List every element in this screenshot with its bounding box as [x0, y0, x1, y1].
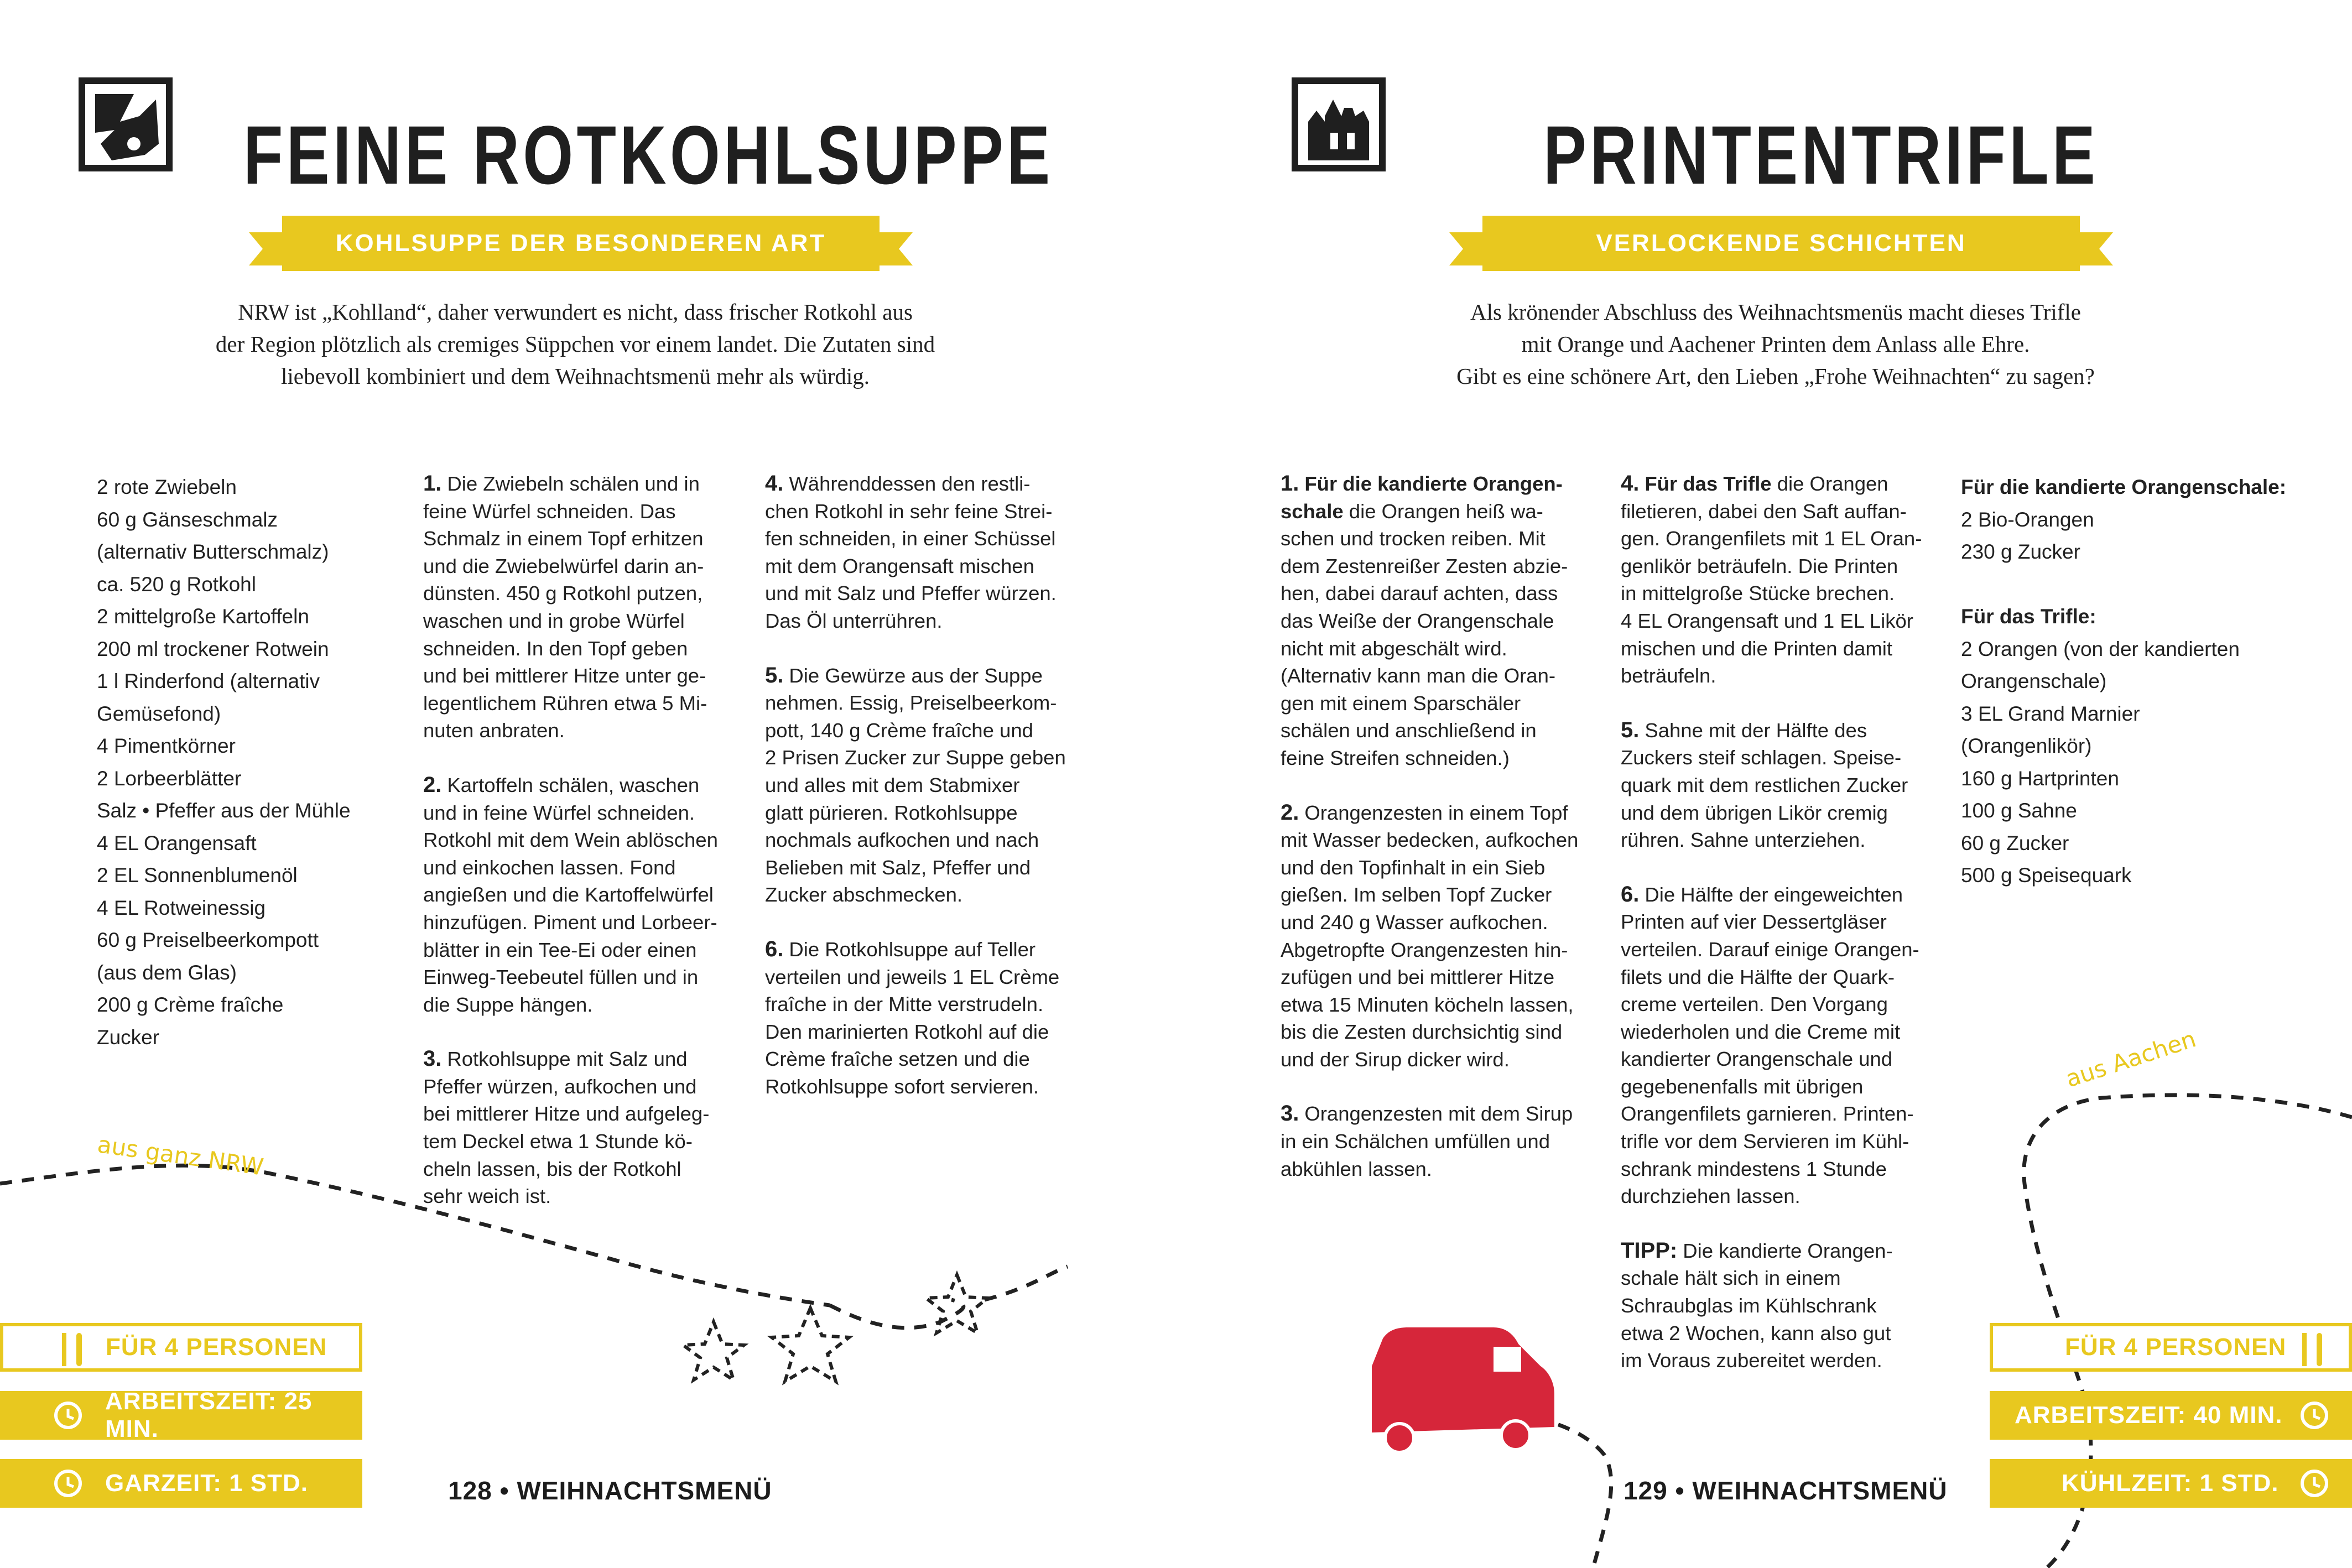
- list-item: ca. 520 g Rotkohl: [97, 572, 256, 596]
- handwritten-note: aus Aachen: [2062, 1025, 2199, 1093]
- clock-icon: [2299, 1400, 2330, 1431]
- list-item: 60 g Gänseschmalz: [97, 508, 278, 531]
- dog-stamp-icon: [79, 77, 173, 171]
- work-time-label: ARBEITSZEIT: 40 MIN.: [2015, 1402, 2283, 1429]
- step-4: 4. Für das Trifle die Orangen filetieren, dabei den Saft auffan- gen. Orangenfilets mit 1 EL Oran- genlikör beträufeln. Die Printen in mittelgroße Stücke brechen. 4 EL Orangensaft und 1 EL Likör mischen und die Printen damit beträufeln.: [1621, 471, 1922, 687]
- list-item: (alternativ Butterschmalz): [97, 540, 329, 563]
- ingredient-list: [97, 471, 396, 1054]
- step-2: 2. Kartoffeln schälen, waschen und in feine Würfel schneiden. Rotkohl mit dem Wein ablöschen und einkochen lassen. Fond angießen und die Kartoffelwürfel hinzufügen. Piment und Lorbeer- blätter in ein Tee-Ei oder einen Einweg-Teebeutel füllen und in die Suppe hängen.: [423, 772, 718, 1016]
- castle-stamp-icon: [1292, 77, 1386, 171]
- steps-column-2: [1621, 470, 1942, 1374]
- servings-label: FÜR 4 PERSONEN: [2065, 1333, 2287, 1361]
- clock-icon: [53, 1400, 84, 1431]
- steps-column-2: [765, 470, 1086, 1100]
- car-icon: [1372, 1327, 1554, 1452]
- list-item: 2 Orangen (von der kandierten: [1961, 637, 2240, 660]
- list-item: 500 g Speisequark: [1961, 864, 2132, 887]
- list-item: 1 l Rinderfond (alternativ: [97, 670, 320, 692]
- list-item: 2 rote Zwiebeln: [97, 476, 237, 498]
- step-4: 4. Währenddessen den restli- chen Rotkohl in sehr feine Strei- fen schneiden, in einer Schüssel mit dem Orangensaft mischen und mit Salz und Pfeffer würzen. Das Öl unterrühren.: [765, 471, 1057, 632]
- step-2: 2. Orangenzesten in einem Topf mit Wasser bedecken, aufkochen und den Topfinhalt in ein Sieb gießen. Im selben Topf Zucker und 240 g Wasser aufkochen. Abgetropfte Orangenzesten hin- zufügen und bei mittlerer Hitze etwa 15 Minuten köcheln lassen, bis die Zesten durchsichtig sind und der Sirup dicker wird.: [1281, 800, 1579, 1071]
- list-item: Salz • Pfeffer aus der Mühle: [97, 799, 351, 822]
- list-item: 4 EL Orangensaft: [97, 831, 257, 855]
- intro-text: Als krönender Abschluss des Weihnachtsmenüs macht dieses Trifle mit Orange und Aachener Printen dem Anlass alle Ehre. Gibt es eine schönere Art, den Lieben „Frohe Weihnachten“ zu sagen?: [1456, 299, 2095, 389]
- recipe-title: PRINTENTRIFLE: [1543, 108, 2099, 201]
- step-5: 5. Sahne mit der Hälfte des Zuckers steif schlagen. Speise- quark mit dem restlichen Zucker und dem übrigen Likör cremig rühren. Sahne unterziehen.: [1621, 717, 1908, 852]
- step-1: 1. Die Zwiebeln schälen und in feine Würfel schneiden. Das Schmalz in einem Topf erhitzen und die Zwiebelwürfel darin an- dünsten. 450 g Rotkohl putzen, waschen und in grobe Würfel schneiden. In den Topf geben und bei mittlerer Hitze unter ge- legentlichem Rühren etwa 5 Mi- nuten anbraten.: [423, 471, 707, 742]
- servings-bar: [1990, 1323, 2352, 1372]
- recipe-subtitle: VERLOCKENDE SCHICHTEN: [1596, 230, 1966, 257]
- list-item: 60 g Preiselbeerkompott: [97, 929, 319, 951]
- list-item: 200 ml trockener Rotwein: [97, 637, 329, 660]
- step-3: 3. Orangenzesten mit dem Sirup in ein Schälchen umfüllen und abkühlen lassen.: [1281, 1101, 1573, 1180]
- recipe-title: FEINE ROTKOHLSUPPE: [243, 108, 1054, 201]
- cook-time-bar: [0, 1459, 362, 1508]
- intro-text: NRW ist „Kohlland“, daher verwundert es nicht, dass frischer Rotkohl aus der Region plötzlich als cremiges Süppchen vor einem landet. Die Zutaten sind liebevoll kombiniert und dem Weihnachtsmenü mehr als würdig.: [215, 299, 935, 389]
- cutlery-icon: [59, 1333, 86, 1366]
- steps-column-1: [1281, 470, 1601, 1182]
- list-item: 2 Lorbeerblätter: [97, 767, 242, 790]
- ingredient-heading: Für das Trifle:: [1961, 605, 2096, 628]
- recipe-subtitle: KOHLSUPPE DER BESONDEREN ART: [335, 230, 826, 257]
- work-time-label: ARBEITSZEIT: 25 MIN.: [105, 1388, 313, 1442]
- page-footer: 128 • WEIHNACHTSMENÜ: [448, 1476, 772, 1505]
- page-footer: 129 • WEIHNACHTSMENÜ: [1623, 1476, 1948, 1505]
- list-item: 230 g Zucker: [1961, 540, 2080, 563]
- step-3: 3. Rotkohlsuppe mit Salz und Pfeffer würzen, aufkochen und bei mittlerer Hitze und aufgeleg- tem Deckel etwa 1 Stunde kö- cheln lassen, bis der Rotkohl sehr weich ist.: [423, 1046, 710, 1208]
- servings-label: FÜR 4 PERSONEN: [106, 1333, 327, 1361]
- step-6: 6. Die Hälfte der eingeweichten Printen auf vier Dessertgläser verteilen. Darauf einige Orangen- filets und die Hälfte der Quark- creme verteilen. Den Vorgang wiederholen und die Creme mit kandierter Orangenschale und gegebenenfalls mit übrigen Orangenfilets garnieren. Printen- trifle vor dem Servieren im Kühl- schrank mindestens 1 Stunde durchziehen lassen.: [1621, 882, 1919, 1208]
- list-item: Zucker: [97, 1025, 160, 1049]
- list-item: 4 EL Rotweinessig: [97, 896, 266, 919]
- step-6: 6. Die Rotkohlsuppe auf Teller verteilen und jeweils 1 EL Crème fraîche in der Mitte verstrudeln. Den marinierten Rotkohl auf die Crème fraîche setzen und die Rotkohlsuppe sofort servieren.: [765, 936, 1060, 1098]
- servings-bar: [0, 1323, 362, 1372]
- work-time-bar: [1990, 1391, 2352, 1440]
- cool-time-bar: [1990, 1459, 2352, 1508]
- subtitle-ribbon: [1449, 216, 2113, 271]
- steps-column-1: [423, 470, 744, 1210]
- cook-time-label: GARZEIT: 1 STD.: [105, 1470, 309, 1497]
- work-time-bar: [0, 1388, 362, 1442]
- list-item: 200 g Crème fraîche: [97, 993, 284, 1016]
- ingredient-list: [1961, 471, 2315, 892]
- tip: TIPP: Die kandierte Orangen- schale hält sich in einem Schraubglas im Kühlschrank etwa 2 Wochen, kann also gut im Voraus zubereitet werden.: [1621, 1238, 1893, 1372]
- list-item: (aus dem Glas): [97, 961, 237, 984]
- cool-time-label: KÜHLZEIT: 1 STD.: [2062, 1470, 2279, 1497]
- star-icon: [683, 1275, 988, 1382]
- cutlery-icon: [2299, 1333, 2327, 1366]
- list-item: 3 EL Grand Marnier: [1961, 702, 2140, 725]
- list-item: Orangenschale): [1961, 670, 2107, 692]
- ingredient-heading: Für die kandierte Orangenschale:: [1961, 476, 2287, 498]
- handwritten-note: aus ganz NRW: [96, 1131, 266, 1181]
- list-item: 2 EL Sonnenblumenöl: [97, 864, 298, 887]
- list-item: 2 mittelgroße Kartoffeln: [97, 605, 309, 628]
- list-item: 160 g Hartprinten: [1961, 767, 2119, 790]
- clock-icon: [2299, 1468, 2330, 1499]
- step-1: 1. Für die kandierte Orangen- schale die Orangen heiß wa- schen und trocken reiben. Mit dem Zestenreißer Zesten abzie- hen, dabei darauf achten, dass das Weiße der Orangenschale nicht mit abgeschält wird. (Alternativ kann man die Oran- gen mit einem Sparschäler schälen und anschließend in feine Streifen schneiden.): [1281, 471, 1568, 769]
- list-item: Gemüsefond): [97, 702, 221, 725]
- step-5: 5. Die Gewürze aus der Suppe nehmen. Essig, Preiselbeerkom- pott, 140 g Crème fraîche und 2 Prisen Zucker zur Suppe geben und alles mit dem Stabmixer glatt pürieren. Rotkohlsuppe nochmals aufkochen und nach Belieben mit Salz, Pfeffer und Zucker abschmecken.: [765, 663, 1066, 907]
- clock-icon: [53, 1468, 84, 1499]
- list-item: 2 Bio-Orangen: [1961, 508, 2094, 531]
- list-item: 60 g Zucker: [1961, 831, 2069, 855]
- list-item: 100 g Sahne: [1961, 799, 2077, 822]
- subtitle-ribbon: [249, 216, 913, 271]
- list-item: 4 Pimentkörner: [97, 734, 236, 757]
- list-item: (Orangenlikör): [1961, 734, 2092, 757]
